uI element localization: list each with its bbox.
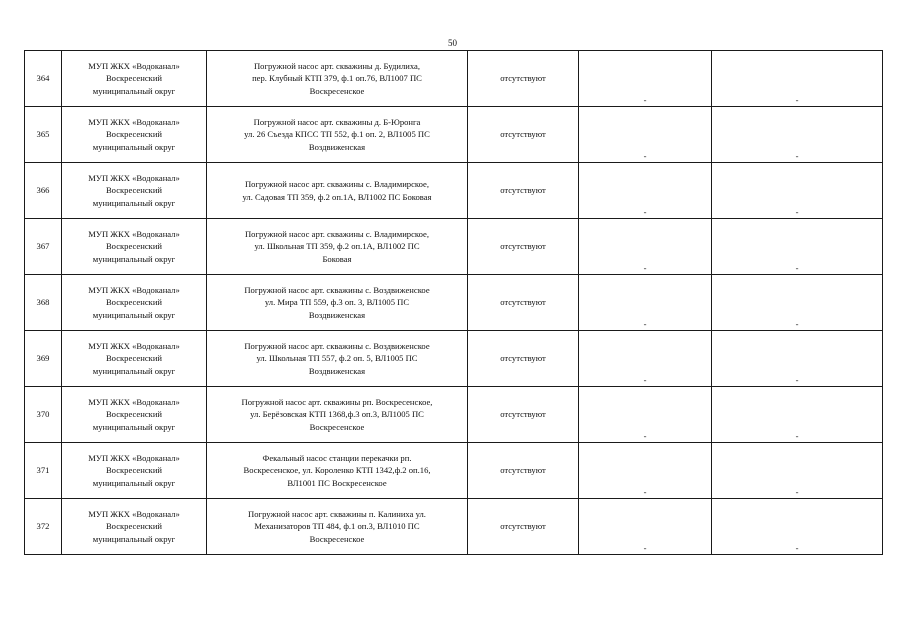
organization-cell bbox=[62, 331, 207, 387]
result-value: отсутствуют bbox=[500, 129, 546, 140]
table-row bbox=[25, 443, 883, 499]
object-cell bbox=[207, 499, 468, 555]
column-5-cell bbox=[579, 219, 712, 275]
row-number: 371 bbox=[36, 465, 50, 476]
result-cell bbox=[468, 499, 579, 555]
column-6-cell bbox=[712, 275, 883, 331]
object-description: Погружной насос арт. скважины с. Владимирское, ул. Садовая ТП 359, ф.2 оп.1А, ВЛ1002 ПС Боковая bbox=[242, 179, 432, 202]
column-5-value: - bbox=[643, 487, 647, 497]
object-cell bbox=[207, 387, 468, 443]
object-description: Погружной насос арт. скважины с. Владимирское, ул. Школьная ТП 359, ф.2 оп.1А, ВЛ1002 ПС Боковая bbox=[244, 228, 430, 264]
row-number: 372 bbox=[36, 521, 50, 532]
result-cell bbox=[468, 107, 579, 163]
column-5-value: - bbox=[643, 207, 647, 217]
column-6-cell bbox=[712, 107, 883, 163]
object-description: Погружной насос арт. скважины рп. Воскресенское, ул. Берёзовская КТП 1368,ф.3 оп.3, ВЛ1005 ПС Воскресенское bbox=[241, 396, 433, 432]
column-5-value: - bbox=[643, 263, 647, 273]
table-row bbox=[25, 387, 883, 443]
result-value: отсутствуют bbox=[500, 409, 546, 420]
row-number-cell bbox=[25, 163, 62, 219]
row-number-cell bbox=[25, 275, 62, 331]
result-cell bbox=[468, 443, 579, 499]
object-description: Фекальный насос станции перекачки рп. Воскресенское, ул. Короленко КТП 1342,ф.2 оп.16, ВЛ1001 ПС Воскресенское bbox=[243, 452, 431, 488]
column-6-value: - bbox=[795, 151, 799, 161]
column-5-value: - bbox=[643, 319, 647, 329]
column-5-cell bbox=[579, 443, 712, 499]
result-value: отсутствуют bbox=[500, 185, 546, 196]
row-number-cell bbox=[25, 331, 62, 387]
object-description: Погружной насос арт. скважины с. Воздвиженское ул. Школьная ТП 557, ф.2 оп. 5, ВЛ1005 ПС Воздвиженская bbox=[244, 340, 430, 376]
column-6-cell bbox=[712, 219, 883, 275]
table-body bbox=[25, 51, 883, 555]
column-5-value: - bbox=[643, 431, 647, 441]
table-row bbox=[25, 219, 883, 275]
column-6-value: - bbox=[795, 431, 799, 441]
column-6-value: - bbox=[795, 319, 799, 329]
organization-name: МУП ЖКХ «Водоканал» Воскресенский муниципальный округ bbox=[88, 228, 180, 264]
row-number-cell bbox=[25, 443, 62, 499]
object-cell bbox=[207, 163, 468, 219]
object-cell bbox=[207, 107, 468, 163]
column-5-cell bbox=[579, 275, 712, 331]
result-cell bbox=[468, 219, 579, 275]
result-cell bbox=[468, 51, 579, 107]
column-5-cell bbox=[579, 107, 712, 163]
table-row bbox=[25, 107, 883, 163]
column-5-value: - bbox=[643, 543, 647, 553]
object-cell bbox=[207, 443, 468, 499]
object-cell bbox=[207, 331, 468, 387]
organization-cell bbox=[62, 51, 207, 107]
object-description: Погружной насос арт. скважины д. Б-Юронга ул. 26 Съезда КПСС ТП 552, ф.1 оп. 2, ВЛ1005 ПС Воздвиженская bbox=[244, 116, 430, 152]
table-row bbox=[25, 51, 883, 107]
organization-name: МУП ЖКХ «Водоканал» Воскресенский муниципальный округ bbox=[88, 172, 180, 208]
result-value: отсутствуют bbox=[500, 465, 546, 476]
row-number-cell bbox=[25, 499, 62, 555]
result-value: отсутствуют bbox=[500, 241, 546, 252]
row-number-cell bbox=[25, 107, 62, 163]
row-number-cell bbox=[25, 387, 62, 443]
column-5-cell bbox=[579, 163, 712, 219]
row-number-cell bbox=[25, 51, 62, 107]
column-5-value: - bbox=[643, 375, 647, 385]
result-value: отсутствуют bbox=[500, 353, 546, 364]
object-description: Погружной насос арт. скважины д. Будилиха, пер. Клубный КТП 379, ф.1 оп.76, ВЛ1007 ПС Воскресенское bbox=[252, 60, 422, 96]
object-description: Погружной насос арт. скважины с. Воздвиженское ул. Мира ТП 559, ф.3 оп. 3, ВЛ1005 ПС Воздвиженская bbox=[244, 284, 430, 320]
row-number: 367 bbox=[36, 241, 50, 252]
column-6-cell bbox=[712, 443, 883, 499]
column-6-value: - bbox=[795, 207, 799, 217]
column-6-cell bbox=[712, 387, 883, 443]
table-row bbox=[25, 331, 883, 387]
organization-cell bbox=[62, 387, 207, 443]
row-number: 366 bbox=[36, 185, 50, 196]
column-5-cell bbox=[579, 51, 712, 107]
result-cell bbox=[468, 387, 579, 443]
row-number: 370 bbox=[36, 409, 50, 420]
column-6-value: - bbox=[795, 543, 799, 553]
object-cell bbox=[207, 275, 468, 331]
row-number: 364 bbox=[36, 73, 50, 84]
object-cell bbox=[207, 219, 468, 275]
organization-name: МУП ЖКХ «Водоканал» Воскресенский муниципальный округ bbox=[88, 452, 180, 488]
organization-cell bbox=[62, 163, 207, 219]
column-6-value: - bbox=[795, 95, 799, 105]
organization-name: МУП ЖКХ «Водоканал» Воскресенский муниципальный округ bbox=[88, 340, 180, 376]
row-number: 369 bbox=[36, 353, 50, 364]
column-6-value: - bbox=[795, 375, 799, 385]
column-5-value: - bbox=[643, 151, 647, 161]
result-value: отсутствуют bbox=[500, 297, 546, 308]
page-number: 50 bbox=[448, 38, 457, 48]
organization-name: МУП ЖКХ «Водоканал» Воскресенский муниципальный округ bbox=[88, 116, 180, 152]
row-number: 365 bbox=[36, 129, 50, 140]
result-cell bbox=[468, 331, 579, 387]
organization-cell bbox=[62, 499, 207, 555]
column-6-cell bbox=[712, 331, 883, 387]
organization-cell bbox=[62, 107, 207, 163]
column-5-value: - bbox=[643, 95, 647, 105]
organization-cell bbox=[62, 219, 207, 275]
row-number: 368 bbox=[36, 297, 50, 308]
column-6-value: - bbox=[795, 487, 799, 497]
organization-cell bbox=[62, 275, 207, 331]
organization-name: МУП ЖКХ «Водоканал» Воскресенский муниципальный округ bbox=[88, 284, 180, 320]
column-5-cell bbox=[579, 499, 712, 555]
consumers-table bbox=[24, 50, 883, 555]
row-number-cell bbox=[25, 219, 62, 275]
table-row bbox=[25, 499, 883, 555]
column-5-cell bbox=[579, 387, 712, 443]
table-row bbox=[25, 275, 883, 331]
column-6-value: - bbox=[795, 263, 799, 273]
table-row bbox=[25, 163, 883, 219]
column-6-cell bbox=[712, 163, 883, 219]
column-5-cell bbox=[579, 331, 712, 387]
column-6-cell bbox=[712, 499, 883, 555]
result-cell bbox=[468, 163, 579, 219]
organization-name: МУП ЖКХ «Водоканал» Воскресенский муниципальный округ bbox=[88, 508, 180, 544]
object-description: Погружной насос арт. скважины п. Калиниха ул. Механизаторов ТП 484, ф.1 оп.3, ВЛ1010 ПС Воскресенское bbox=[248, 508, 426, 544]
organization-name: МУП ЖКХ «Водоканал» Воскресенский муниципальный округ bbox=[88, 60, 180, 96]
organization-name: МУП ЖКХ «Водоканал» Воскресенский муниципальный округ bbox=[88, 396, 180, 432]
organization-cell bbox=[62, 443, 207, 499]
result-cell bbox=[468, 275, 579, 331]
result-value: отсутствуют bbox=[500, 521, 546, 532]
result-value: отсутствуют bbox=[500, 73, 546, 84]
column-6-cell bbox=[712, 51, 883, 107]
object-cell bbox=[207, 51, 468, 107]
